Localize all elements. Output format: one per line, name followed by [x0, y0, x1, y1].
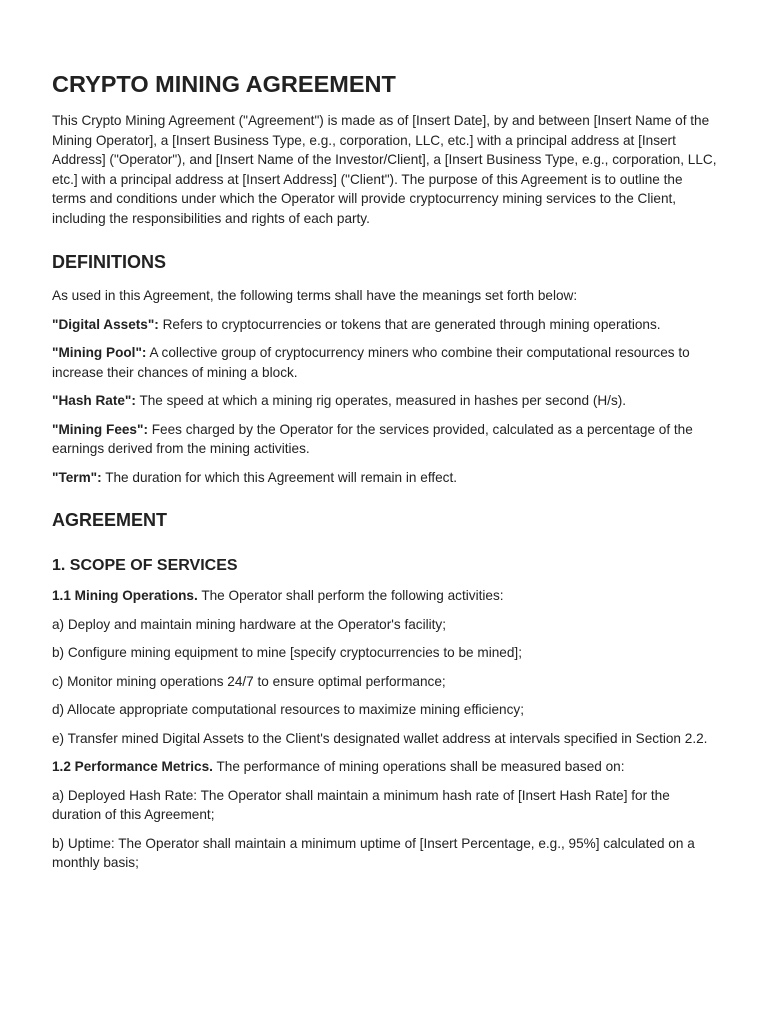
definition-text: Fees charged by the Operator for the services provided, calculated as a percentage of the earnings derived from the mining activities. — [52, 421, 693, 456]
subsection-1-1 — [52, 586, 720, 606]
list-item: c) Monitor mining operations 24/7 to ensure optimal performance; — [52, 673, 446, 689]
definition-term: "Mining Pool": — [52, 345, 147, 360]
definition-term: "Digital Assets": — [52, 316, 159, 332]
definition-text: Refers to cryptocurrencies or tokens that are generated through mining operations. — [162, 316, 661, 332]
subsection-text: The Operator shall perform the following activities: — [201, 588, 504, 603]
definition-text: The speed at which a mining rig operates, measured in hashes per second (H/s). — [139, 393, 627, 408]
section-1-heading: 1. SCOPE OF SERVICES — [52, 557, 238, 574]
subsection-label: 1.1 Mining Operations. — [52, 588, 198, 603]
document-title: CRYPTO MINING AGREEMENT — [52, 71, 396, 97]
definitions-lead: As used in this Agreement, the following terms shall have the meanings set forth below: — [52, 288, 578, 303]
subsection-text: The performance of mining operations shall be measured based on: — [216, 759, 625, 774]
list-item: a) Deploy and maintain mining hardware at the Operator's facility; — [52, 616, 446, 632]
definition-item — [52, 315, 720, 335]
document-page — [52, 70, 720, 873]
definition-item — [52, 468, 720, 488]
intro-paragraph: This Crypto Mining Agreement ("Agreement") is made as of [Insert Date], by and between [Insert Name of the Mining Operator], a [Insert Business Type, e.g., corporation, LLC, etc.] with a principal address at [Insert Address] ("Operator"), and [Insert Name of the Investor/Client], a [Insert Business Type, e.g., corporation, LLC, etc.] with a principal address at [Insert Address] ("Client"). The purpose of this Agreement is to outline the terms and conditions under which the Operator will provide cryptocurrency mining services to the Client, including the responsibilities and rights of each party. — [52, 113, 717, 226]
list-item: b) Uptime: The Operator shall maintain a minimum uptime of [Insert Percentage, e.g., 95%] calculated on a monthly basis; — [52, 835, 695, 870]
list-item: a) Deployed Hash Rate: The Operator shall maintain a minimum hash rate of [Insert Hash Rate] for the duration of this Agreement; — [52, 787, 670, 822]
definition-term: "Mining Fees": — [52, 421, 148, 437]
definition-term: "Hash Rate": — [52, 393, 136, 408]
subsection-label: 1.2 Performance Metrics. — [52, 759, 213, 774]
list-item: b) Configure mining equipment to mine [specify cryptocurrencies to be mined]; — [52, 645, 522, 660]
subsection-1-2 — [52, 757, 720, 777]
definition-item — [52, 420, 720, 459]
list-item: d) Allocate appropriate computational resources to maximize mining efficiency; — [52, 702, 524, 717]
definition-text: The duration for which this Agreement will remain in effect. — [105, 469, 458, 485]
definition-item — [52, 343, 720, 382]
definition-text: A collective group of cryptocurrency miners who combine their computational resources to increase their chances of mining a block. — [52, 345, 690, 380]
list-item: e) Transfer mined Digital Assets to the Client's designated wallet address at intervals specified in Section 2.2. — [52, 730, 708, 746]
definition-item — [52, 391, 720, 411]
definitions-heading: DEFINITIONS — [52, 252, 167, 272]
definition-term: "Term": — [52, 469, 102, 485]
agreement-heading: AGREEMENT — [52, 510, 168, 530]
